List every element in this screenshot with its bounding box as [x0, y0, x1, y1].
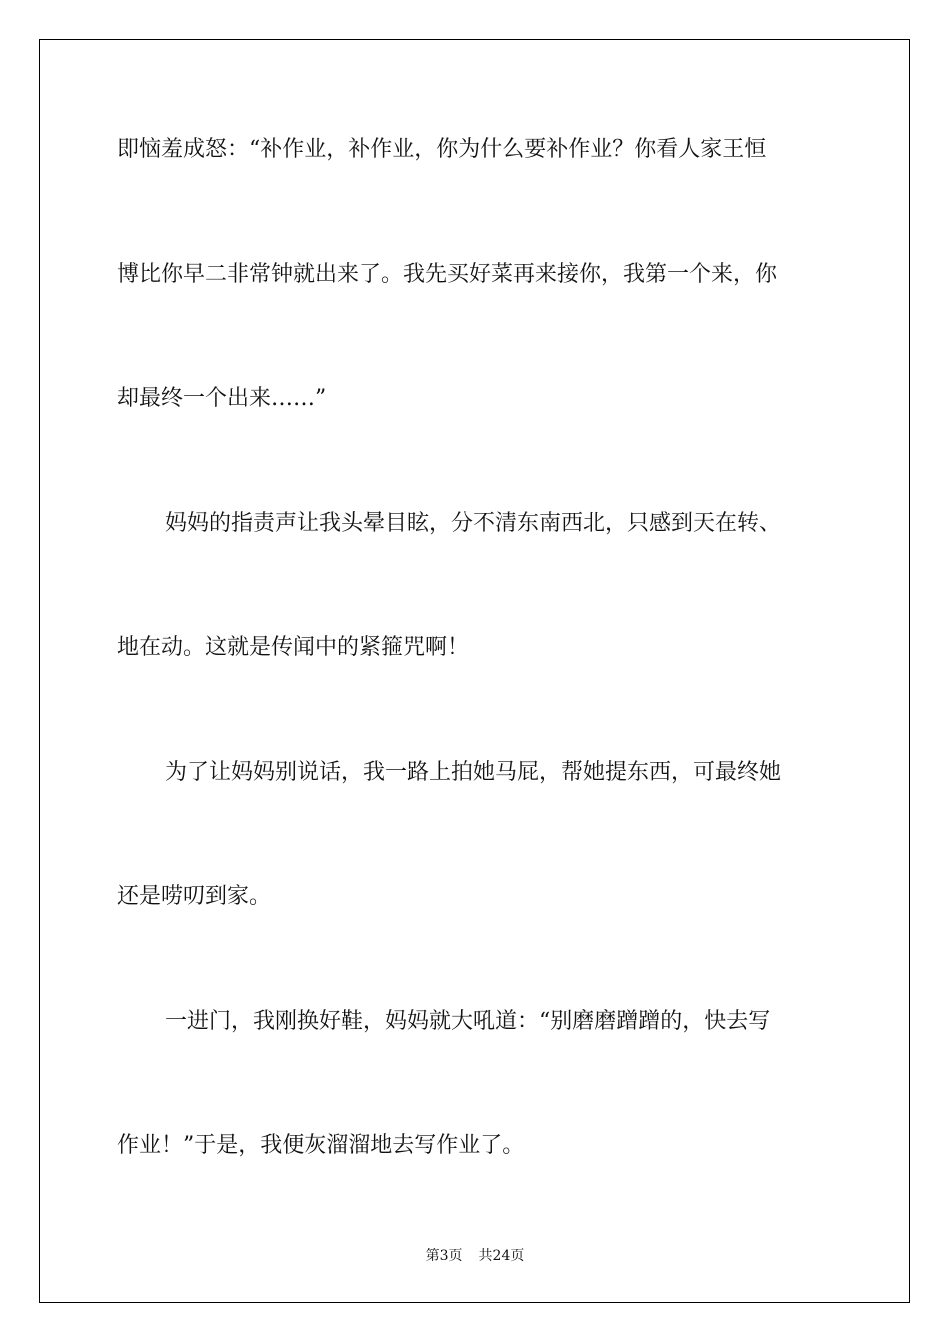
page-border: [39, 39, 910, 1303]
text-line: 博比你早二非常钟就出来了。我先买好菜再来接你，我第一个来，你: [117, 262, 778, 287]
paragraph-first-line: 妈妈的指责声让我头晕目眩，分不清东南西北，只感到天在转、: [165, 511, 782, 536]
text-line: 地在动。这就是传闻中的紧箍咒啊！: [117, 635, 470, 660]
page-number: 第3页: [425, 1248, 463, 1264]
text-line: 作业！”于是，我便灰溜溜地去写作业了。: [117, 1133, 525, 1158]
page-total: 共24页: [478, 1248, 525, 1264]
text-line: 即恼羞成怒：“补作业，补作业，你为什么要补作业？你看人家王恒: [117, 137, 767, 162]
text-line: 却最终一个出来……”: [117, 386, 327, 411]
page-footer: [0, 1245, 950, 1265]
text-line: 还是唠叨到家。: [117, 884, 272, 909]
paragraph-first-line: 一进门，我刚换好鞋，妈妈就大吼道：“别磨磨蹭蹭的，快去写: [165, 1009, 771, 1034]
paragraph-first-line: 为了让妈妈别说话，我一路上拍她马屁，帮她提东西，可最终她: [165, 760, 782, 785]
